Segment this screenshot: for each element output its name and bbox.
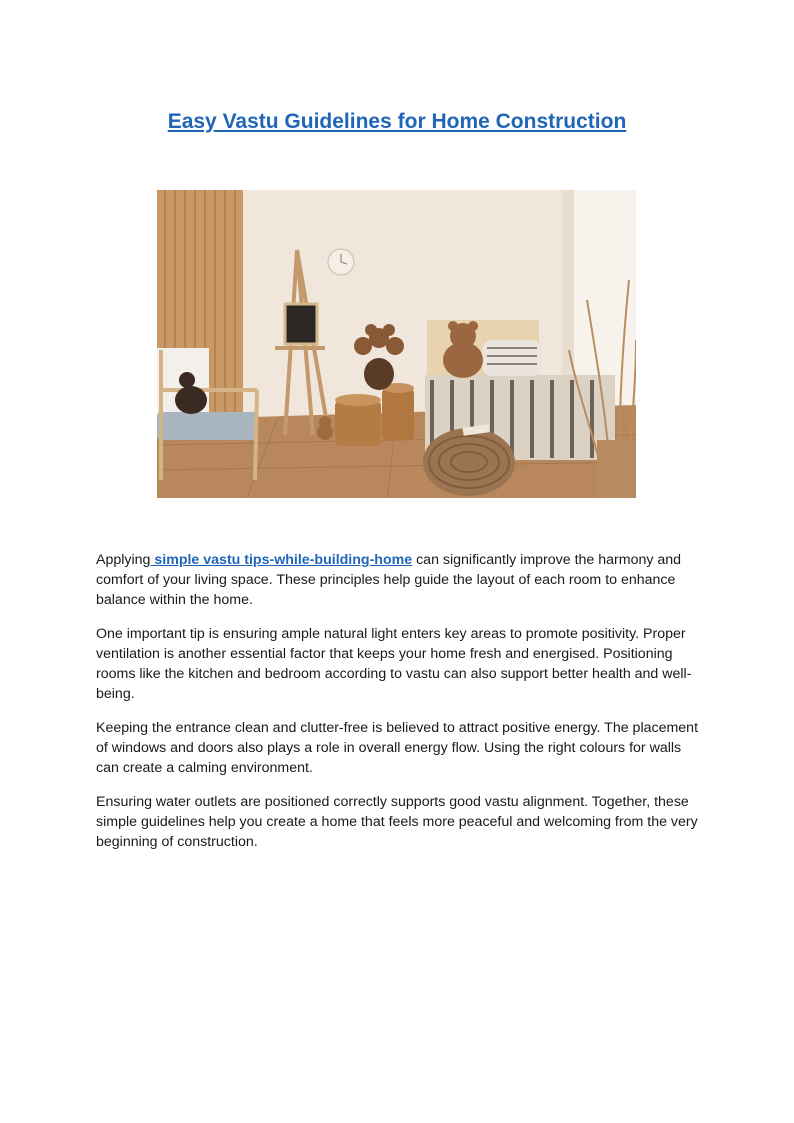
paragraph-entrance: Keeping the entrance clean and clutter-free is believed to attract positive energy. The placement of windows and doors also plays a role in overall energy flow. Using the right colours for walls can create a calming environment.: [96, 720, 699, 776]
document-title[interactable]: Easy Vastu Guidelines for Home Construction: [167, 110, 627, 133]
paragraph-intro-rest: can significantly improve the harmony and comfort of your living space. These principles help guide the layout of each room to enhance balance within the home.: [96, 552, 682, 608]
paragraph-natural-light: One important tip is ensuring ample natural light enters key areas to promote positivity. Proper ventilation is another essential factor that keeps your home fresh and energised. Positioning rooms like the kitchen and bedroom according to vastu can also support better health and well-being.: [96, 626, 692, 702]
paragraph-intro: [96, 550, 700, 610]
paragraph-intro-lead: Applying: [96, 552, 151, 568]
paragraph-water-outlets: Ensuring water outlets are positioned correctly supports good vastu alignment. Together, these simple guidelines help you create a home that feels more peaceful and welcoming from the very beginning of construction.: [96, 794, 698, 850]
bedroom-photo: [157, 190, 636, 498]
vastu-tips-link[interactable]: simple vastu tips-while-building-home: [150, 552, 413, 568]
